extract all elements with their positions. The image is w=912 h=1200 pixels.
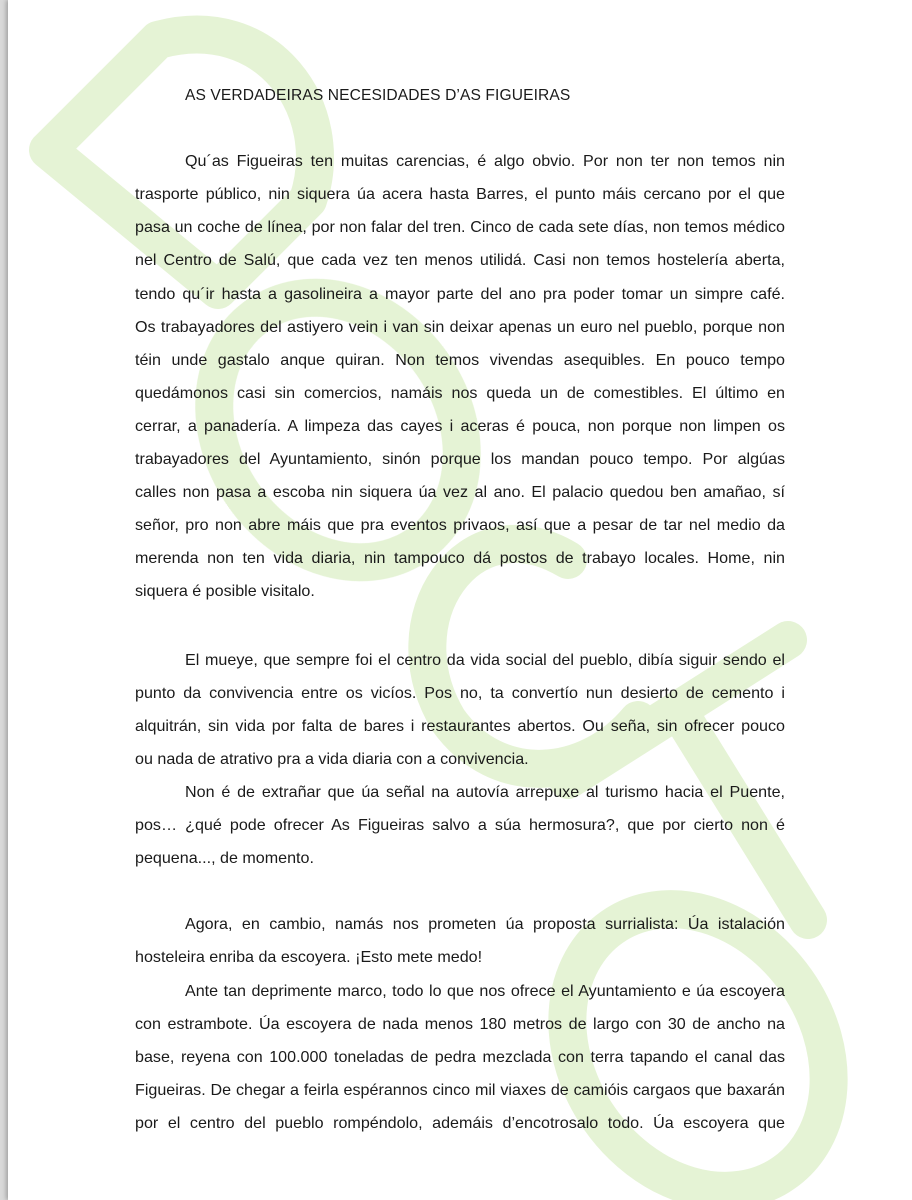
text-line: Os trabayadores del astiyero vein i van sin deixar apenas un euro nel pueblo, porque non — [135, 318, 785, 336]
text-line: merenda non ten vida diaria, nin tampouco dá postos de trabayo locales. Home, nin — [135, 549, 785, 567]
text-line: hosteleira enriba da escoyera. ¡Esto mete medo! — [135, 948, 483, 966]
text-line: trasporte público, nin siquera úa acera hasta Barres, el punto máis cercano por el que — [135, 185, 785, 203]
text-line: El mueye, que sempre foi el centro da vida social del pueblo, dibía siguir sendo el — [185, 651, 785, 669]
text-line: siquera é posible visitalo. — [135, 582, 315, 600]
text-line: Non é de extrañar que úa señal na autovía arrepuxe al turismo hacia el Puente, — [185, 783, 785, 801]
text-line: por el centro del pueblo rompéndolo, ademáis d’encotrosalo todo. Úa escoyera que — [135, 1114, 785, 1132]
text-line: con estrambote. Úa escoyera de nada menos 180 metros de largo con 30 de ancho na — [135, 1015, 785, 1033]
text-line: pos… ¿qué pode ofrecer As Figueiras salvo a súa hermosura?, que por cierto non é — [135, 816, 785, 834]
document-title: AS VERDADEIRAS NECESIDADES D’AS FIGUEIRAS — [185, 87, 571, 104]
text-line: señor, pro non abre máis que pra eventos privaos, así que a pesar de tar nel medio da — [135, 516, 785, 534]
text-line: Qu´as Figueiras ten muitas carencias, é algo obvio. Por non ter non temos nin — [185, 152, 785, 170]
text-line: punto da convivencia entre os vicíos. Pos no, ta convertío nun desierto de cemento i — [135, 684, 785, 702]
text-line: Ante tan deprimente marco, todo lo que nos ofrece el Ayuntamiento e úa escoyera — [185, 982, 785, 1000]
text-line: calles non pasa a escoba nin siquera úa vez al ano. El palacio quedou ben amañao, sí — [135, 483, 785, 501]
text-line: téin unde gastalo anque quiran. Non temos vivendas asequibles. En pouco tempo — [135, 351, 785, 369]
text-line: pequena..., de momento. — [135, 849, 314, 867]
text-line: ou nada de atrativo pra a vida diaria con a convivencia. — [135, 750, 529, 768]
text-line: Agora, en cambio, namás nos prometen úa proposta surrialista: Úa istalación — [185, 915, 785, 933]
text-line: base, reyena con 100.000 toneladas de pedra mezclada con terra tapando el canal das — [135, 1048, 785, 1066]
text-line: nel Centro de Salú, que cada vez ten menos utilidá. Casi non temos hostelería aberta, — [135, 251, 785, 269]
text-line: tendo qu´ir hasta a gasolineira a mayor parte del ano pra poder tomar un simpre café. — [135, 285, 785, 303]
text-line: cerrar, a panadería. A limpeza das cayes i aceras é pouca, non porque non limpen os — [135, 417, 785, 435]
text-line: trabayadores del Ayuntamiento, sinón porque los mandan pouco tempo. Por algúas — [135, 450, 785, 468]
text-line: Figueiras. De chegar a feirla espérannos cinco mil viaxes de camióis cargaos que baxarán — [135, 1081, 785, 1099]
document-page — [8, 0, 912, 1200]
text-line: alquitrán, sin vida por falta de bares i restaurantes abertos. Ou seña, sin ofrecer pouco — [135, 717, 785, 735]
text-line: pasa un coche de línea, por non falar del tren. Cinco de cada sete días, non temos médico — [135, 218, 785, 236]
text-line: quedámonos casi sin comercios, namáis nos queda un de comestibles. El último en — [135, 384, 785, 402]
